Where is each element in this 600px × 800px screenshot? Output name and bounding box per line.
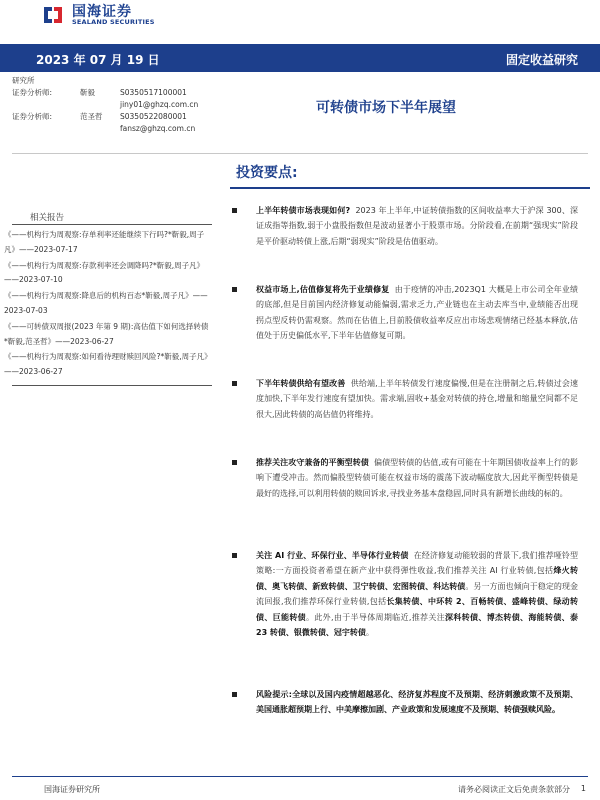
footer-divider xyxy=(12,776,588,777)
report-type: 固定收益研究 xyxy=(505,53,578,67)
brand-logo xyxy=(42,2,202,28)
key-point-heading: 上半年转债市场表现如何? xyxy=(256,206,351,215)
document-title: 可转债市场下半年展望 xyxy=(316,100,456,116)
key-point-body: 由于疫情的冲击,2023Q1 大概是上市公司全年业绩的底部,但是目前国内经济修复动能偏弱,需求乏力,产业链也在主动去库当中,业绩能否出现拐点型反转仍需观察。然而在估值上,目前股债收益率反应出市场悲观情绪已经基本释放,估值处于历史偏低水平,下半年估值修复可期。 xyxy=(256,285,578,341)
divider xyxy=(12,153,588,154)
bullet-square-icon xyxy=(232,381,237,386)
analyst2-code: S0350522080001 xyxy=(120,112,187,121)
key-point-heading: 下半年转债供给有望改善 xyxy=(256,379,346,388)
section-heading: 投资要点: xyxy=(236,165,298,181)
key-point xyxy=(232,282,578,344)
analyst1-role: 证券分析师: xyxy=(12,88,53,97)
analyst2-name: 范圣哲 xyxy=(80,112,103,121)
recommended-bonds: 深科转债、博杰转债、海能转债、泰 23 转债、银微转债、冠宇转债 xyxy=(256,612,579,638)
related-report-link[interactable]: 《——机构行为周观察:降息后的机构百态*靳毅,周子凡》——2023-07-03 xyxy=(4,291,208,315)
header-banner xyxy=(0,44,600,72)
related-report-link[interactable]: 《——机构行为周观察:如何看待理财赎回风险?*靳毅,周子凡》——2023-06-27 xyxy=(4,352,208,377)
bullet-square-icon xyxy=(232,692,237,697)
analyst2-role: 证券分析师: xyxy=(12,112,53,121)
key-point-body: 偏债型转债的估值,或有可能在十年期国债收益率上行的影响下遭受冲击。然而偏股型转债可能在权益市场的震荡下波动幅度放大,因此平衡型转债是最好的选择,可以利用转债的赎回诉求,寻找业务基本盘稳固,同时具有新增长曲线的标的。 xyxy=(256,458,578,498)
recommended-bonds: 长集转债、中环转 2、百畅转债、盛峰转债、绿动转债、巨能转债 xyxy=(256,597,578,622)
brand-name-en: SEALAND SECURITIES xyxy=(72,18,155,26)
section-underline xyxy=(230,187,590,189)
key-point-heading: 推荐关注攻守兼备的平衡型转债 xyxy=(256,458,369,467)
key-point-body: 在经济修复动能较弱的背景下,我们推荐哑铃型策略:一方面投资者希望在新产业中获得弹性收益,我们推荐关注 AI 行业转债,包括 xyxy=(256,551,578,576)
related-reports-list xyxy=(4,228,210,381)
key-point xyxy=(232,687,578,718)
recommended-bonds: 烽火转债、奥飞转债、新致转债、卫宁转债、宏图转债、科达转债 xyxy=(256,566,578,591)
footer-disclaimer: 请务必阅读正文后免责条款部分 xyxy=(458,785,570,794)
related-report-link[interactable]: 《——机构行为周观察:存款利率还会调降吗?*靳毅,周子凡》——2023-07-10 xyxy=(4,260,205,285)
bullet-square-icon xyxy=(232,460,237,465)
key-point-body: 。此外,由于半导体周期临近,推荐关注 xyxy=(306,612,446,622)
bullet-square-icon xyxy=(232,208,237,213)
analyst1-name: 靳毅 xyxy=(80,88,95,97)
risk-warning: 风险提示:全球以及国内疫情超越恶化、经济复苏程度不及预期、经济刺激政策不及预期、美国通胀超预期上行、中美摩擦加剧、产业政策和发展速度不及预期、转债强赎风险。 xyxy=(256,690,578,715)
bullet-square-icon xyxy=(232,287,237,292)
page-number: 1 xyxy=(580,784,586,793)
related-report-link[interactable]: 《——机构行为周观察:存单利率还能继续下行吗?*靳毅,周子凡》——2023-07-17 xyxy=(4,230,205,254)
key-point xyxy=(232,548,578,640)
analyst2-email[interactable]: fansz@ghzq.com.cn xyxy=(120,124,196,133)
brand-mark-icon xyxy=(42,3,64,27)
related-report-link[interactable]: 《——可转债双周报(2023 年第 9 期):高估值下如何选择转债*靳毅,范圣哲》——2023-06-27 xyxy=(4,321,209,346)
key-point-heading: 关注 AI 行业、环保行业、半导体行业转债 xyxy=(256,551,409,560)
report-date: 2023 年 07 月 19 日 xyxy=(36,53,160,67)
key-point-heading: 权益市场上,估值修复将先于业绩修复 xyxy=(256,285,390,294)
key-point-body: 2023 年上半年,中证转债指数的区间收益率大于沪深 300、深证成指等指数,弱于小盘股指数但是波动显著小于股票市场。分阶段看,在前期“强现实”阶段是平价驱动转债上涨,后期“弱现实”阶段是估值驱动。 xyxy=(256,206,578,246)
key-point xyxy=(232,203,578,249)
footer-institute: 国海证券研究所 xyxy=(44,785,100,794)
divider xyxy=(12,385,212,386)
divider xyxy=(12,224,212,225)
institute-label: 研究所 xyxy=(12,76,35,85)
key-point-body: 供给端,上半年转债发行速度偏慢,但是在注册制之后,转债过会速度加快,下半年发行速度有望加快。需求端,固收+基金对转债的持仓,增量和缩量空间都不足很大,因此转债的高估值仍将维持。 xyxy=(256,379,578,419)
bullet-square-icon xyxy=(232,553,237,558)
analyst1-email[interactable]: jiny01@ghzq.com.cn xyxy=(120,100,199,109)
key-point xyxy=(232,455,578,501)
key-point-body: 。 xyxy=(365,628,374,638)
brand-name-cn: 国海证券 xyxy=(72,4,132,20)
key-point xyxy=(232,376,578,422)
related-reports-title: 相关报告 xyxy=(30,213,65,223)
analyst1-code: S0350517100001 xyxy=(120,88,187,97)
key-point-body: 。另一方面也倾向于稳定的现金流回报,我们推荐环保行业转债,包括 xyxy=(256,581,579,607)
